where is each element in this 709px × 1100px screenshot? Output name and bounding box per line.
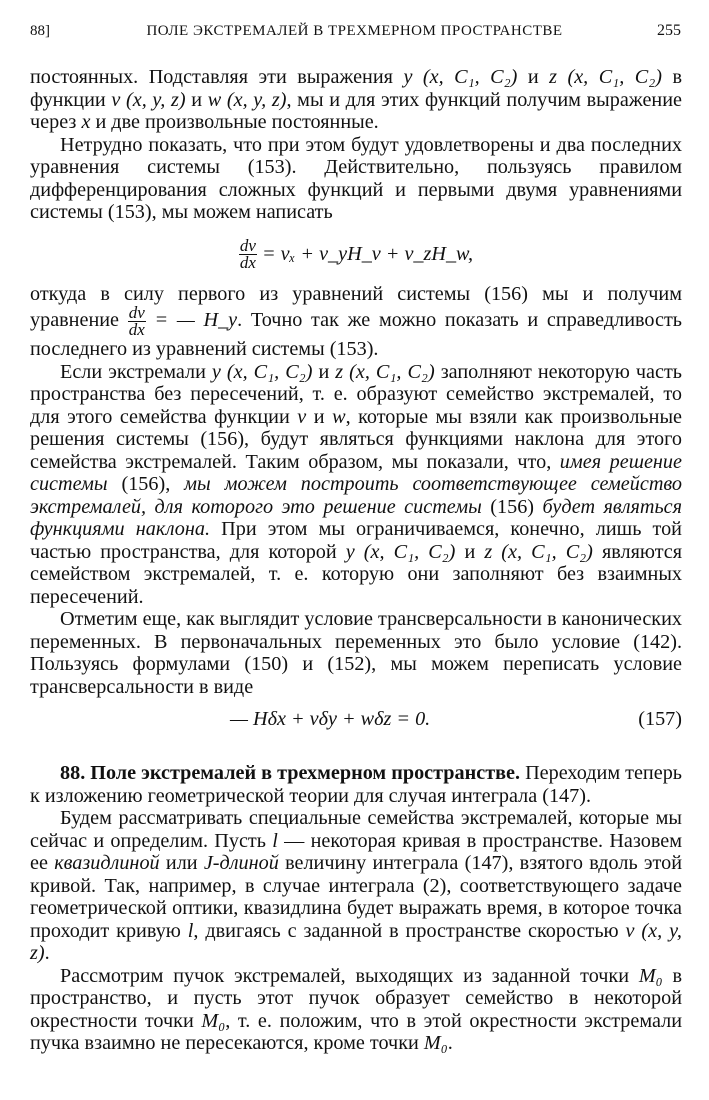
equation-157: [30, 704, 682, 734]
page-body: [30, 66, 682, 1055]
italic-emphasis: имея решение системы: [30, 450, 682, 495]
paragraph-2: Нетрудно показать, что при этом будут удовлетворены и два последних уравнения системы (153). Действительно, пользуясь правилом дифференцирования сложных функций и первыми двумя уравнениями системы (153), мы можем написать: [30, 133, 682, 223]
italic-term: J-длиной: [203, 852, 279, 874]
expr: w (x, y, z): [207, 88, 287, 111]
running-header-title: ПОЛЕ ЭКСТРЕМАЛЕЙ В ТРЕХМЕРНОМ ПРОСТРАНСТВЕ: [146, 23, 563, 39]
expr: v (x, y, z): [111, 88, 186, 111]
section-heading: 88. Поле экстремалей в трехмерном пространстве.: [60, 762, 521, 784]
expr: x: [81, 111, 91, 133]
expr: z (x, C₁, C₂): [549, 66, 662, 88]
equation-dv-dx: [30, 231, 682, 277]
expr: y (x, C₁, C₂): [403, 66, 518, 88]
paragraph-6: Будем рассматривать специальные семейства экстремалей, которые мы сейчас и определим. Пусть l — некоторая кривая в пространстве. Назовем ее квазидлиной или J-длиной величину интеграла (147), взятого вдоль этой кривой. Так, например, в случае интеграла (2), соответствующего задаче геометрической оптики, квазидлина будет выражать время, в которое точка проходит кривую l, двигаясь с заданной в пространстве скоростью v (x, y, z).: [30, 807, 683, 964]
paragraph-4: Если экстремали y (x, C₁, C₂) и z (x, C₁, C₂) заполняют некоторую часть пространства без пересечений, т. е. образуют семейство экстремалей, то для этого семейства функции v и w, которые мы взяли как произвольные решения системы (156), будут являться функциями наклона для этого семейства экстремалей. Таким образом, мы показали, что, имея решение системы (156), мы можем построить соответствующее семейство экстремалей, для которого это решение системы (156) будет являться функциями наклона. При этом мы ограничиваемся, конечно, лишь той частью пространства, для которой y (x, C₁, C₂) и z (x, C₁, C₂) являются семейством экстремалей, т. е. которую они заполняют без взаимных пересечений.: [30, 360, 683, 608]
paragraph-3: откуда в силу первого из уравнений системы (156) мы и получим уравнение $\frac{dv}{dx}$ = — H_y. Точно так же можно показать и справедливость последнего из уравнений системы (153).: [30, 282, 682, 360]
italic-emphasis: мы можем построить соответствующее семейство экстремалей, для которого это решение системы: [30, 473, 682, 518]
transversality-equation: — Hδx + vδy + wδz = 0.: [230, 708, 431, 730]
page-number: 255: [657, 22, 681, 39]
fraction: $\frac{dv}{dx}$: [239, 236, 256, 273]
running-section-number: 88]: [30, 23, 50, 39]
inline-fraction: $\frac{dv}{dx}$: [128, 303, 145, 339]
italic-term: квазидлиной: [54, 852, 160, 874]
equation-number: (157): [638, 708, 682, 730]
section-88-intro: 88. Поле экстремалей в трехмерном пространстве. Переходим теперь к изложению геометрической теории для случая интеграла (147).: [30, 762, 682, 807]
paragraph-7: Рассмотрим пучок экстремалей, выходящих из заданной точки M₀ в пространство, и пусть этот пучок образует семейство в некоторой окрестности точки M₀, т. е. положим, что в этой окрестности экстремали пучка взаимно не пересекаются, кроме точки M₀.: [30, 964, 683, 1054]
section-gap: [30, 744, 682, 762]
paragraph-5: Отметим еще, как выглядит условие трансверсальности в канонических переменных. В первоначальных переменных это было условие (142). Пользуясь формулами (150) и (152), мы можем переписать условие трансверсальности в виде: [30, 608, 682, 698]
italic-emphasis: будет являться функциями наклона.: [30, 495, 682, 540]
equation-rhs: = vₓ + v_yH_v + v_zH_w,: [262, 242, 474, 265]
paragraph-1: постоянных. Подставляя эти выражения y (x, C₁, C₂) и z (x, C₁, C₂) в функции v (x, y, z) и w (x, y, z), мы и для этих функций получим выражение через x и две произвольные постоянные.: [30, 66, 682, 133]
